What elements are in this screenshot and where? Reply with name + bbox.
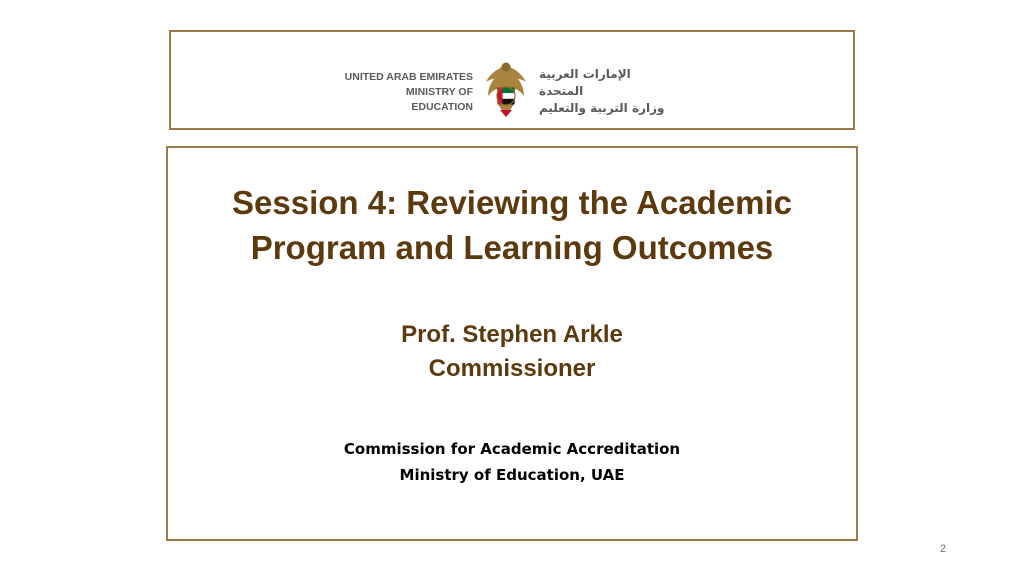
presenter-role: Commissioner	[428, 355, 596, 382]
presenter-block	[168, 318, 856, 386]
logo-english-text	[343, 70, 473, 115]
presenter-name: Prof. Stephen Arkle	[401, 321, 623, 348]
page-number: 2	[939, 543, 946, 555]
logo-arabic-line-1: الإمارات العربية المتحدة	[539, 67, 631, 98]
logo-english-line-2: MINISTRY OF EDUCATION	[405, 86, 473, 113]
organization-block	[168, 436, 856, 488]
logo-arabic-line-2: وزارة التربية والتعليم	[539, 101, 665, 115]
uae-falcon-emblem-icon	[481, 58, 531, 118]
logo-english-line-1: UNITED ARAB EMIRATES	[344, 71, 473, 83]
logo-arabic-text	[539, 66, 679, 117]
title-content-box	[166, 146, 858, 541]
organization-line-2: Ministry of Education, UAE	[399, 466, 625, 484]
organization-line-1: Commission for Academic Accreditation	[343, 440, 681, 458]
header-logo-box	[169, 30, 855, 130]
slide-title-line-2: Program and Learning Outcomes	[250, 229, 774, 266]
slide-title-line-1: Session 4: Reviewing the Academic	[232, 184, 792, 221]
slide-title	[168, 180, 856, 270]
